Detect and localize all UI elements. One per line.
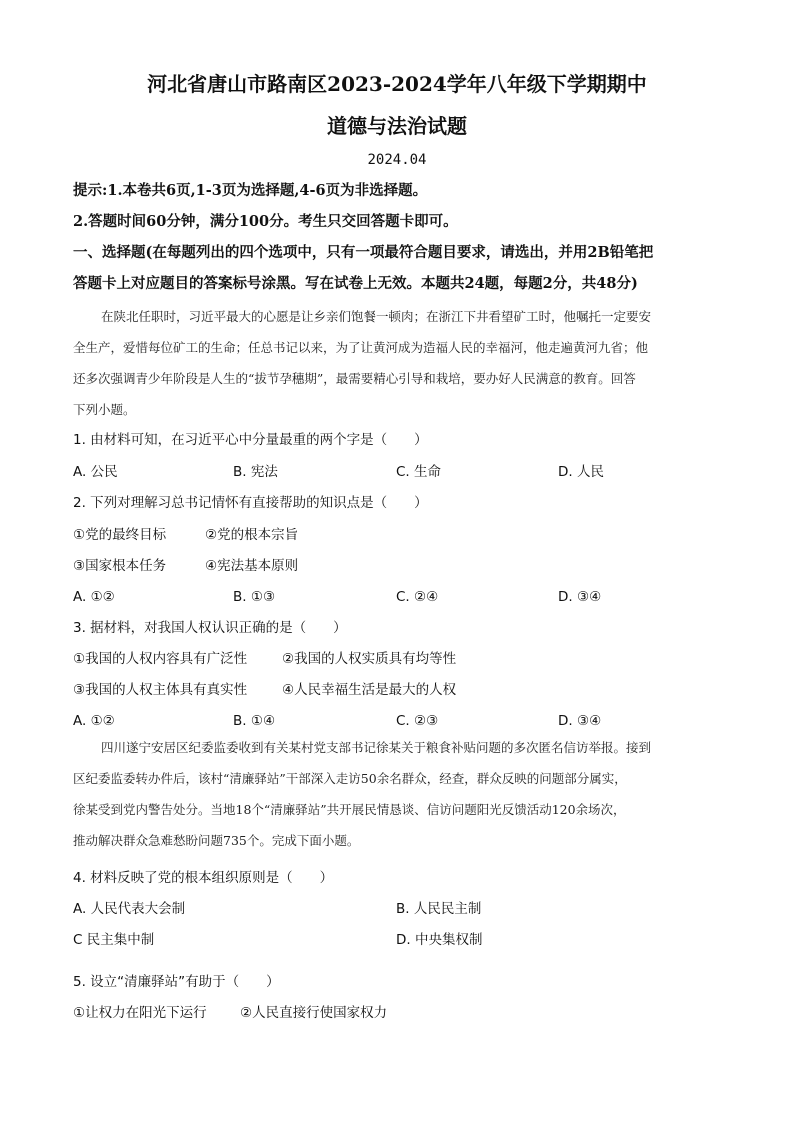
question-2-item-3: ③国家根本任务 <box>73 558 167 574</box>
exam-title-line2: 道德与法治试题 <box>327 114 467 138</box>
question-4-option-c[interactable]: C 民主集中制 <box>73 932 155 948</box>
question-2-stem: 2. 下列对理解习总书记情怀有直接帮助的知识点是（ ） <box>73 495 428 511</box>
question-3-option-c[interactable]: C. ②③ <box>396 713 439 729</box>
question-4-option-d[interactable]: D. 中央集权制 <box>396 932 483 948</box>
question-1-option-b[interactable]: B. 宪法 <box>233 464 278 480</box>
question-3-item-3: ③我国的人权主体具有真实性 <box>73 682 248 698</box>
question-2-option-c[interactable]: C. ②④ <box>396 589 439 605</box>
question-3-item-2: ②我国的人权实质具有均等性 <box>282 651 457 667</box>
question-3-option-d[interactable]: D. ③④ <box>558 713 602 729</box>
exam-title-line1: 河北省唐山市路南区2023-2024学年八年级下学期期中 <box>147 72 647 96</box>
exam-date: 2024.04 <box>367 152 427 168</box>
material-line: 四川遂宁安居区纪委监委收到有关某村党支部书记徐某关于粮食补贴问题的多次匿名信访举报。接到 <box>101 740 652 755</box>
question-5-item-1: ①让权力在阳光下运行 <box>73 1005 207 1021</box>
material-line: 全生产，爱惜每位矿工的生命；任总书记以来，为了让黄河成为造福人民的幸福河，他走遍黄河九省；他 <box>73 340 649 355</box>
question-1-option-a[interactable]: A. 公民 <box>73 464 118 480</box>
note-line2: 2.答题时间60分钟，满分100分。考生只交回答题卡即可。 <box>73 213 458 230</box>
material-line: 区纪委监委转办件后，该村“清廉驿站”干部深入走访50余名群众，经查，群众反映的问题部分属实， <box>73 771 627 786</box>
material-line: 推动解决群众急难愁盼问题735个。完成下面小题。 <box>73 833 360 848</box>
question-4-option-b[interactable]: B. 人民民主制 <box>396 901 482 917</box>
question-2-option-a[interactable]: A. ①② <box>73 589 115 605</box>
question-2-item-4: ④宪法基本原则 <box>205 558 299 574</box>
question-2-item-1: ①党的最终目标 <box>73 527 167 543</box>
material-line: 在陕北任职时，习近平最大的心愿是让乡亲们饱餐一顿肉；在浙江下井看望矿工时，他嘱托一定要安 <box>101 309 652 324</box>
section-heading-line1: 一、选择题(在每题列出的四个选项中，只有一项最符合题目要求，请选出，并用2B铅笔把 <box>73 244 654 261</box>
material-line: 徐某受到党内警告处分。当地18个“清廉驿站”共开展民情恳谈、信访问题阳光反馈活动120余场次， <box>73 802 626 817</box>
question-1-option-c[interactable]: C. 生命 <box>396 464 442 480</box>
question-3-item-4: ④人民幸福生活是最大的人权 <box>282 682 457 698</box>
question-3-item-1: ①我国的人权内容具有广泛性 <box>73 651 248 667</box>
question-2-option-d[interactable]: D. ③④ <box>558 589 602 605</box>
note-line1: 提示:1.本卷共6页,1-3页为选择题,4-6页为非选择题。 <box>73 182 428 199</box>
question-1-stem: 1. 由材料可知，在习近平心中分量最重的两个字是（ ） <box>73 432 428 448</box>
question-4-option-a[interactable]: A. 人民代表大会制 <box>73 901 186 917</box>
question-3-stem: 3. 据材料，对我国人权认识正确的是（ ） <box>73 620 347 636</box>
question-3-option-a[interactable]: A. ①② <box>73 713 115 729</box>
section-heading-line2: 答题卡上对应题目的答案标号涂黑。写在试卷上无效。本题共24题，每题2分，共48分) <box>73 275 638 292</box>
material-line: 还多次强调青少年阶段是人生的“拔节孕穗期”，最需要精心引导和栽培，要办好人民满意的教育。回答 <box>73 371 636 386</box>
question-2-option-b[interactable]: B. ①③ <box>233 589 276 605</box>
material-passage-1 <box>73 301 721 425</box>
question-5-stem: 5. 设立“清廉驿站”有助于（ ） <box>73 974 280 990</box>
question-3-option-b[interactable]: B. ①④ <box>233 713 276 729</box>
question-1-option-d[interactable]: D. 人民 <box>558 464 604 480</box>
question-2-item-2: ②党的根本宗旨 <box>205 527 299 543</box>
material-line: 下列小题。 <box>73 402 136 417</box>
material-passage-2 <box>73 732 721 856</box>
question-5-item-2: ②人民直接行使国家权力 <box>240 1005 388 1021</box>
question-4-stem: 4. 材料反映了党的根本组织原则是（ ） <box>73 870 334 886</box>
